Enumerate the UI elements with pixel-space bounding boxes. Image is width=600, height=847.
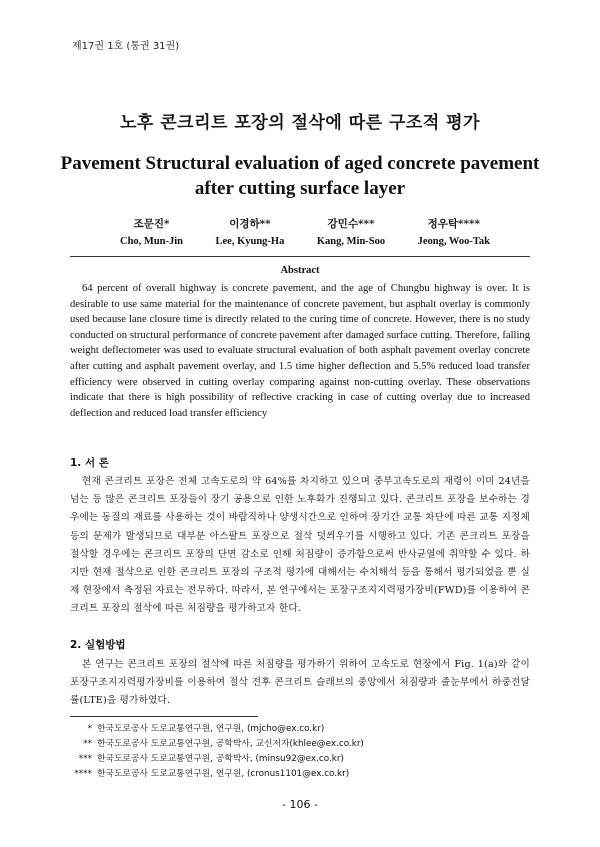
footnote: [70, 737, 364, 752]
footnotes: [70, 722, 364, 782]
footnote-divider: [70, 716, 258, 717]
footnote-mark: ****: [74, 769, 92, 779]
footnote-mark: **: [83, 739, 92, 749]
author-name-en: Cho, Mun-Jin: [120, 236, 184, 247]
footnote: [70, 752, 364, 767]
author-name-ko: 이경하**: [229, 218, 271, 230]
author: [418, 216, 490, 250]
author-name-ko: 강민수***: [327, 218, 375, 230]
footnote-text: 한국도로공사 도로교통연구원, 연구원, (cronus1101@ex.co.kr): [97, 769, 350, 779]
footnote: [70, 767, 364, 782]
title-korean: 노후 콘크리트 포장의 절삭에 따른 구조적 평가: [119, 113, 481, 133]
author: [120, 216, 183, 250]
footnote-mark: ***: [78, 754, 92, 764]
footnote-text: 한국도로공사 도로교통연구원, 연구원, (mjcho@ex.co.kr): [97, 724, 325, 734]
section-1-heading: 1. 서 론: [70, 457, 109, 469]
title-divider: [70, 256, 530, 257]
author-name-ko: 정우탁****: [427, 218, 480, 230]
author-name-en: Lee, Kyung-Ha: [215, 236, 285, 247]
author-name-ko: 조문진*: [133, 218, 170, 230]
section-2-heading: 2. 실험방법: [70, 639, 126, 651]
author-list: [120, 216, 490, 250]
footnote: [70, 722, 364, 737]
abstract-text: 64 percent of overall highway is concrete pavement, and the age of Chungbu highway is over. It is desirable to use same material for the maintenance of concrete pavement, but asphalt overlay is commonly used because lane closure time is directly related to the curing time of concrete. However, there is no study conducted on structural performance of concrete pavement after damaged surface cutting. Therefore, falling weight deflectometer was used to evaluate structural evaluation of both asphalt pavement overlay concrete after cutting and asphalt pavement overlay, and 1.5 time higher deflection and 5.5% reduced load transfer efficiency were observed in cutting overlay comparing against non-cutting overlay. These observations indicate that there is high possibility of reflective cracking in case of cutting overlay due to increased deflection and reduced load transfer efficiency: [70, 283, 530, 419]
page-number: - 106 -: [282, 798, 318, 811]
footnote-mark: *: [87, 724, 92, 734]
title-english: Pavement Structural evaluation of aged concrete pavement after cutting surface layer: [60, 153, 540, 199]
footnote-text: 한국도로공사 도로교통연구원, 공학박사, 교신저자(khlee@ex.co.kr): [97, 739, 364, 749]
footnote-text: 한국도로공사 도로교통연구원, 공학박사, (minsu92@ex.co.kr): [97, 754, 344, 764]
abstract-heading: Abstract: [280, 265, 320, 276]
author-name-en: Kang, Min-Soo: [316, 236, 386, 247]
author-name-en: Jeong, Woo-Tak: [417, 236, 490, 247]
section-1-text: 현재 콘크리트 포장은 전체 고속도로의 약 64%를 차지하고 있으며 중부고속도로의 재령이 이미 24년을 넘는 등 많은 콘크리트 포장들이 장기 공용으로 인한 노후화가 진행되고 있다. 콘크리트 포장을 보수하는 경우에는 동질의 재료를 사용하는 것이 바람직하나 양생시간으로 인하여 장기간 교통 차단에 따른 교통 지정체 등의 문제가 발생되므로 대부분 아스팔트 포장으로 절삭 덧씌우기를 시행하고 있다. 기존 콘크리트 포장을 절삭할 경우에는 콘크리트 포장의 단면 감소로 인해 처짐량이 증가함으로써 반사균열에 취약할 수 있다. 하지만 현재 절삭으로 인한 콘크리트 포장의 구조적 평가에 대해서는 수치해석 등을 통해서 평가되었을 뿐 실제 현장에서 측정된 자료는 전무하다. 따라서, 본 연구에서는 포장구조지지력평가장비(FWD)를 이용하여 콘크리트 포장의 절삭에 따른 처짐량을 평가하고자 한다.: [70, 476, 530, 615]
running-header: 제17권 1호 (통권 31권): [72, 41, 180, 52]
author: [317, 216, 385, 250]
author: [216, 216, 285, 250]
section-2-text: 본 연구는 콘크리트 포장의 절삭에 따른 처짐량을 평가하기 위하여 고속도로 현장에서 Fig. 1(a)와 같이 포장구조지지력평가장비를 이용하여 절삭 전후 콘크리트 슬래브의 중앙에서 처짐량과 줄눈부에서 하중전달률(LTE)을 평가하였다.: [70, 659, 530, 707]
